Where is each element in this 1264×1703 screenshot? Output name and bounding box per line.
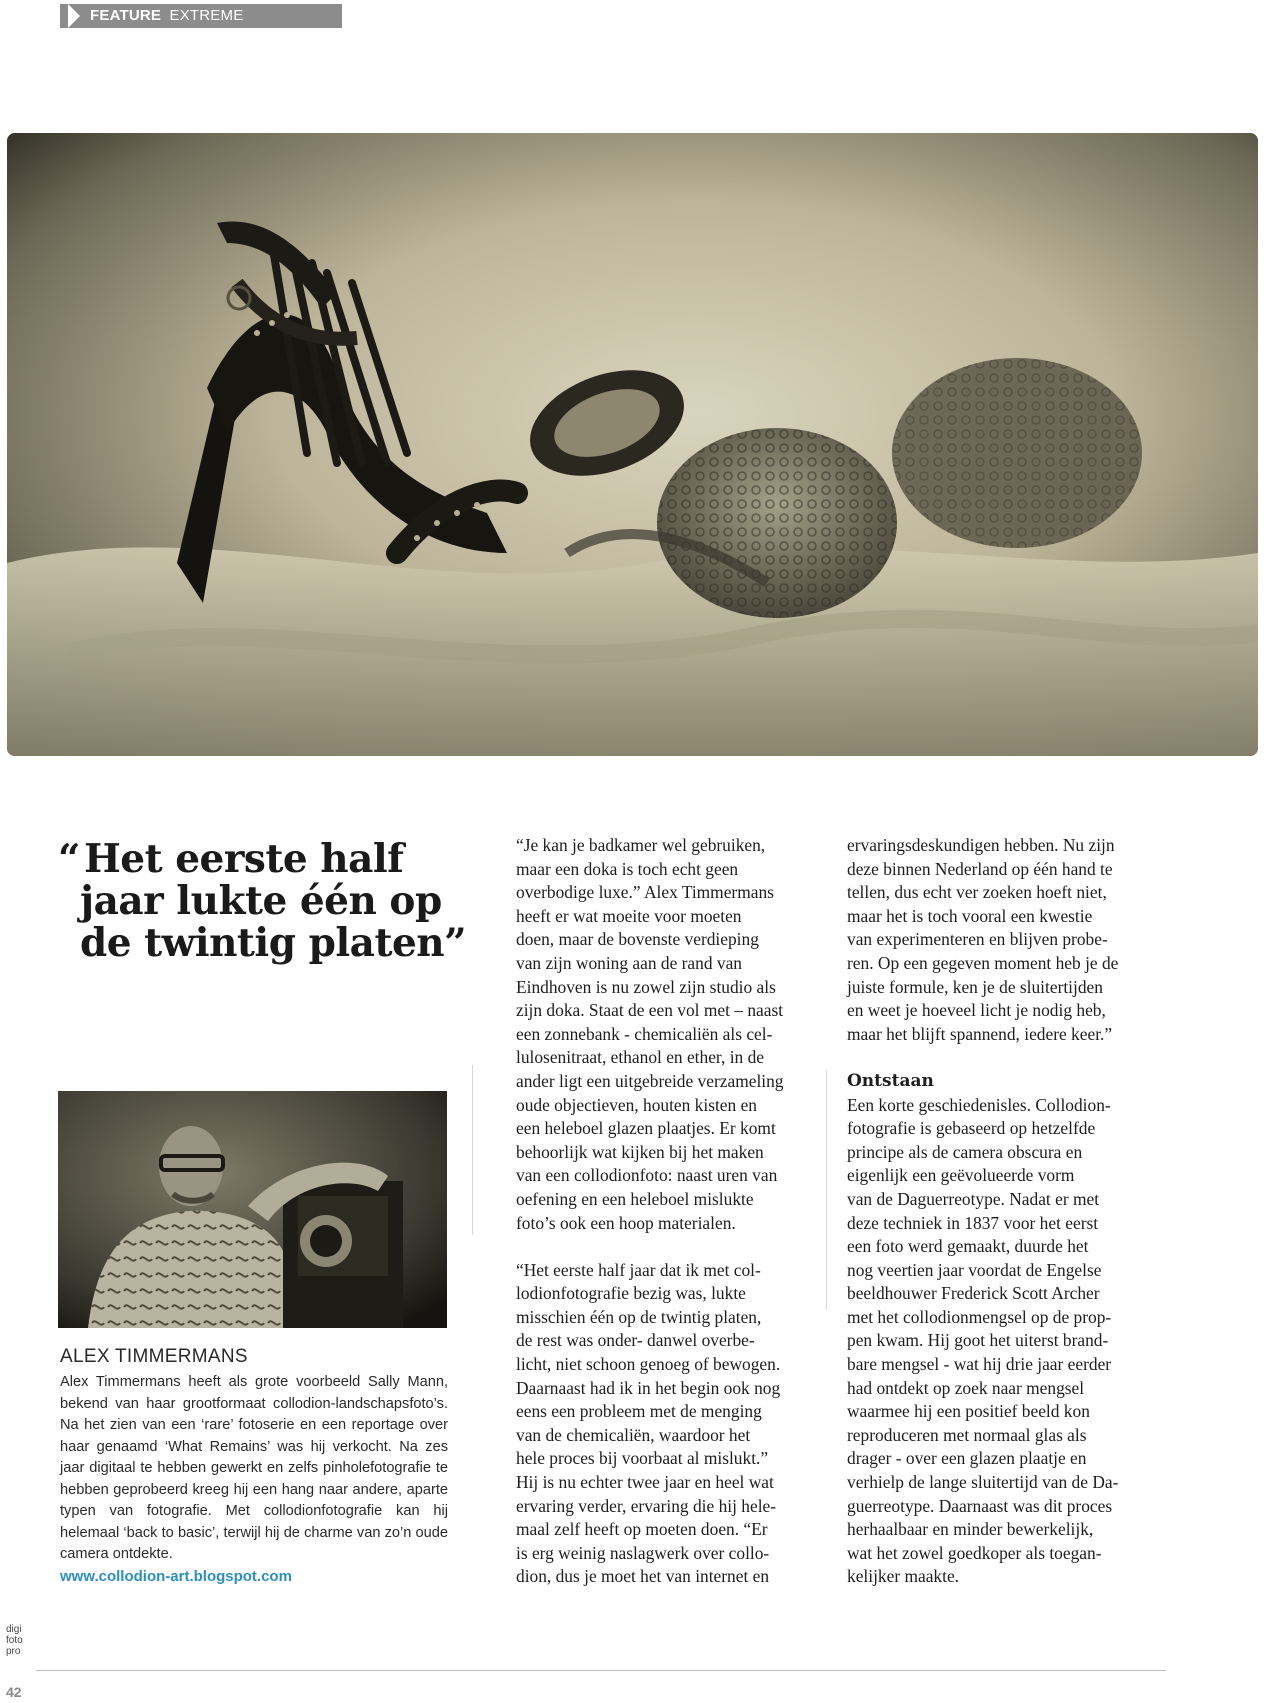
paragraph-line: van de Daguerreotype. Nadat er met: [847, 1188, 1100, 1209]
subheading: Ontstaan: [847, 1070, 934, 1091]
article-column-3: [847, 834, 1147, 1589]
hero-photo-shoe-bra-icon: [7, 133, 1258, 756]
paragraph-line: eigenlijk een geëvolueerde vorm: [847, 1165, 1075, 1186]
paragraph-line: van een collodionfoto: naast uren van: [516, 1165, 778, 1186]
paragraph-line: met het collodionmengsel op de prop-: [847, 1306, 1112, 1327]
paragraph-line: fotografie is gebaseerd op hetzelfde: [847, 1118, 1096, 1139]
paragraph-line: drager - over een glazen plaatje en: [847, 1448, 1087, 1469]
paragraph-line: eens een probleem met de menging: [516, 1401, 762, 1422]
paragraph-line: foto’s ook een hoop materialen.: [516, 1212, 736, 1233]
pull-quote: [58, 838, 478, 964]
paragraph-line: waarmee hij een positief beeld kon: [847, 1401, 1090, 1422]
paragraph-line: maar het is toch vooral een kwestie: [847, 905, 1093, 926]
paragraph-line: is erg weinig naslagwerk over collo-: [516, 1542, 770, 1563]
section-kind: FEATURE: [90, 7, 162, 24]
pull-quote-line: [58, 838, 478, 880]
paragraph-gap: [516, 1235, 816, 1259]
paragraph-line: guerreotype. Daarnaast was dit proces: [847, 1495, 1113, 1516]
paragraph-line: een heleboel glazen plaatjes. Er komt: [516, 1118, 776, 1139]
paragraph-line: kelijker maakte.: [847, 1566, 960, 1587]
logo-line: digi: [6, 1624, 22, 1635]
paragraph-line: ander ligt een uitgebreide verzameling: [516, 1070, 784, 1091]
paragraph-line: juiste formule, ken je de sluitertijden: [847, 976, 1103, 997]
paragraph-line: dion, dus je moet het van internet en: [516, 1566, 770, 1587]
section-header: [60, 4, 342, 48]
paragraph-line: had ontdekt op zoek naar mengsel: [847, 1377, 1085, 1398]
paragraph-line: lulosenitraat, ethanol en ether, in de: [516, 1047, 764, 1068]
paragraph-line: maal zelf heeft op moeten doen. “Er: [516, 1519, 768, 1540]
paragraph-line: heeft er wat moeite voor moeten: [516, 905, 742, 926]
paragraph-line: misschien één op de twintig platen,: [516, 1306, 762, 1327]
paragraph-line: een foto werd gemaakt, duurde het: [847, 1236, 1089, 1257]
arrow-icon: [68, 4, 80, 28]
paragraph-line: principe als de camera obscura en: [847, 1141, 1083, 1162]
paragraph-line: van experimenteren en blijven probe-: [847, 929, 1108, 950]
paragraph-line: lodionfotografie bezig was, lukte: [516, 1283, 746, 1304]
paragraph-line: van zijn woning aan de rand van: [516, 952, 743, 973]
paragraph-line: ervaring verder, ervaring die hij hele-: [516, 1495, 777, 1516]
paragraph-line: oude objectieven, houten kisten en: [516, 1094, 757, 1115]
paragraph-line: van de chemicaliën, waardoor het: [516, 1424, 751, 1445]
paragraph-line: deze techniek in 1837 voor het eerst: [847, 1212, 1099, 1233]
bio-text: Alex Timmermans heeft als grote voorbeeld Sally Mann, bekend van haar grootformaat collodion-landschapsfoto’s. Na het zien van een ‘rare’ fotoserie en een reportage over haar genaamd ‘What Remains’ was hij verkocht. Na zes jaar digitaal te hebben gewerkt en zelfs pinholefotografie te hebben geprobeerd kreeg hij een hang naar andere, aparte typen van fotografie. Met collodionfotografie kan hij helemaal ‘back to basic’, terwijl hij de charme van zo’n oude camera ontdekte.: [60, 1374, 448, 1562]
column-divider: [826, 1070, 827, 1310]
paragraph-line: reproduceren met normaal glas als: [847, 1424, 1087, 1445]
paragraph-line: maar een doka is toch echt geen: [516, 858, 739, 879]
section-title: EXTREME FOTOGRAFIE: [90, 7, 244, 48]
paragraph-line: behoorlijk wat kijken bij het maken: [516, 1141, 764, 1162]
portrait-photo: [58, 1091, 447, 1328]
portrait-man-camera-icon: [58, 1091, 447, 1328]
article-column-2: [516, 834, 816, 1589]
paragraph-line: zijn doka. Staat de een vol met – naast: [516, 1000, 784, 1021]
paragraph-line: beeldhouwer Frederick Scott Archer: [847, 1283, 1100, 1304]
logo-line: pro: [6, 1646, 21, 1657]
paragraph-line: hele proces bij voorbaat al mislukt.”: [516, 1448, 769, 1469]
pull-quote-line: de twintig platen”: [80, 920, 467, 966]
paragraph-line: pen kwam. Hij goot het uiterst brand-: [847, 1330, 1109, 1351]
paragraph-line: Een korte geschiedenisles. Collodion-: [847, 1094, 1111, 1115]
paragraph-gap: [847, 1046, 1147, 1070]
paragraph-line: herhaalbaar en minder bewerkelijk,: [847, 1519, 1094, 1540]
paragraph-line: overbodige luxe.” Alex Timmermans: [516, 882, 774, 903]
paragraph-line: wat het zowel goedkoper als toegan-: [847, 1542, 1102, 1563]
paragraph-line: tellen, dus echt ver zoeken hoeft niet,: [847, 882, 1107, 903]
column-divider: [472, 1065, 473, 1235]
paragraph-line: licht, niet schoon genoeg of bewogen.: [516, 1354, 781, 1375]
paragraph-line: Eindhoven is nu zowel zijn studio als: [516, 976, 776, 997]
paragraph-line: “Je kan je badkamer wel gebruiken,: [516, 835, 766, 855]
paragraph-line: maar het blijft spannend, iedere keer.”: [847, 1023, 1113, 1044]
paragraph-line: en weet je hoeveel licht je nodig heb,: [847, 1000, 1106, 1021]
paragraph-line: doen, maar de bovenste verdieping: [516, 929, 759, 950]
pull-quote-line: jaar lukte één op: [80, 878, 442, 924]
paragraph-line: ervaringsdeskundigen hebben. Nu zijn: [847, 835, 1115, 855]
paragraph-line: “Het eerste half jaar dat ik met col-: [516, 1259, 761, 1280]
bio-name: ALEX TIMMERMANS: [60, 1346, 248, 1367]
paragraph-line: een zonnebank - chemicaliën als cel-: [516, 1023, 773, 1044]
paragraph-line: verhielp de lange sluitertijd van de Da-: [847, 1472, 1119, 1493]
paragraph-line: Hij is nu echter twee jaar en heel wat: [516, 1472, 774, 1493]
page-number: 42: [6, 1684, 22, 1700]
paragraph-line: de rest was onder- danwel overbe-: [516, 1330, 755, 1351]
blog-link[interactable]: www.collodion-art.blogspot.com: [60, 1568, 292, 1585]
paragraph-line: Daarnaast had ik in het begin ook nog: [516, 1377, 781, 1398]
paragraph-line: oefening en een heleboel mislukte: [516, 1188, 754, 1209]
paragraph-line: ren. Op een gegeven moment heb je de: [847, 952, 1119, 973]
quote-open-mark: “: [58, 836, 80, 882]
paragraph-line: deze binnen Nederland op één hand te: [847, 858, 1113, 879]
footer-rule: [36, 1670, 1166, 1671]
pull-quote-text: Het eerste half: [83, 836, 404, 882]
paragraph-line: nog veertien jaar voordat de Engelse: [847, 1259, 1102, 1280]
magazine-logo: [6, 1624, 46, 1657]
logo-line: foto: [6, 1635, 23, 1646]
paragraph-line: bare mengsel - wat hij drie jaar eerder: [847, 1354, 1112, 1375]
hero-photo: [7, 133, 1258, 756]
